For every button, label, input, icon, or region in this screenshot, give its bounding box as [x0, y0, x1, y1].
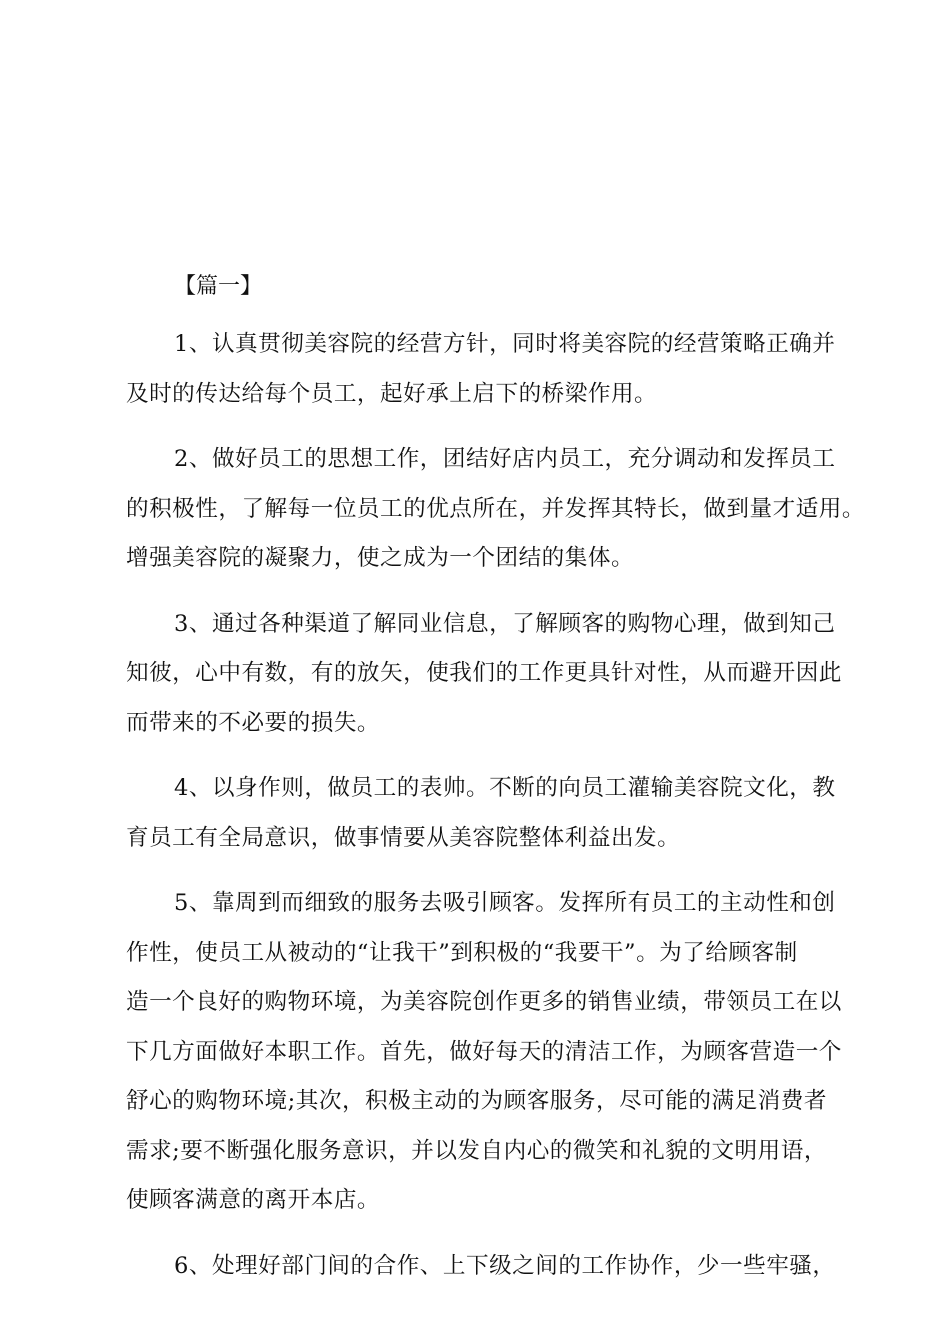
paragraph-5 — [126, 879, 842, 1226]
paragraph-1 — [126, 320, 836, 419]
paragraph-line: 作性，使员工从被动的“让我干”到积极的“我要干”。为了给顾客制 — [126, 939, 798, 966]
paragraph-line: 增强美容院的凝聚力，使之成为一个团结的集体。 — [126, 545, 635, 571]
section-heading: 【篇一】 — [174, 274, 263, 299]
paragraph-line: 1、认真贯彻美容院的经营方针，同时将美容院的经营策略正确并 — [174, 331, 836, 357]
paragraph-3 — [126, 600, 842, 749]
paragraph-2 — [126, 435, 865, 584]
paragraph-line: 4、以身作则，做员工的表帅。不断的向员工灌输美容院文化，教 — [174, 775, 836, 801]
paragraph-line: 6、处理好部门间的合作、上下级之间的工作协作，少一些牢骚， — [174, 1252, 836, 1279]
paragraph-4 — [126, 764, 836, 863]
paragraph-line: 3、通过各种渠道了解同业信息，了解顾客的购物心理，做到知己 — [174, 610, 836, 637]
document-body — [126, 270, 865, 1307]
paragraph-line: 的积极性，了解每一位员工的优点所在，并发挥其特长，做到量才适用。 — [126, 495, 865, 522]
paragraph-line: 及时的传达给每个员工，起好承上启下的桥梁作用。 — [126, 380, 658, 407]
paragraph-6 — [126, 1242, 836, 1292]
paragraph-line: 需求;要不断强化服务意识，并以发自内心的微笑和礼貌的文明用语， — [126, 1137, 827, 1164]
paragraph-line: 造一个良好的购物环境，为美容院创作更多的销售业绩，带领员工在以 — [126, 989, 842, 1015]
paragraph-line: 5、靠周到而细致的服务去吸引顾客。发挥所有员工的主动性和创 — [174, 890, 836, 916]
paragraph-line: 舒心的购物环境;其次，积极主动的为顾客服务，尽可能的满足消费者 — [126, 1088, 827, 1114]
paragraph-line: 育员工有全局意识，做事情要从美容院整体利益出发。 — [126, 824, 681, 851]
paragraph-line: 知彼，心中有数，有的放矢，使我们的工作更具针对性，从而避开因此 — [126, 660, 842, 686]
paragraph-line: 下几方面做好本职工作。首先，做好每天的清洁工作，为顾客营造一个 — [126, 1038, 842, 1065]
paragraph-line: 2、做好员工的思想工作，团结好店内员工，充分调动和发挥员工 — [174, 446, 836, 472]
paragraph-line: 而带来的不必要的损失。 — [126, 709, 381, 736]
paragraph-line: 使顾客满意的离开本店。 — [126, 1187, 381, 1213]
